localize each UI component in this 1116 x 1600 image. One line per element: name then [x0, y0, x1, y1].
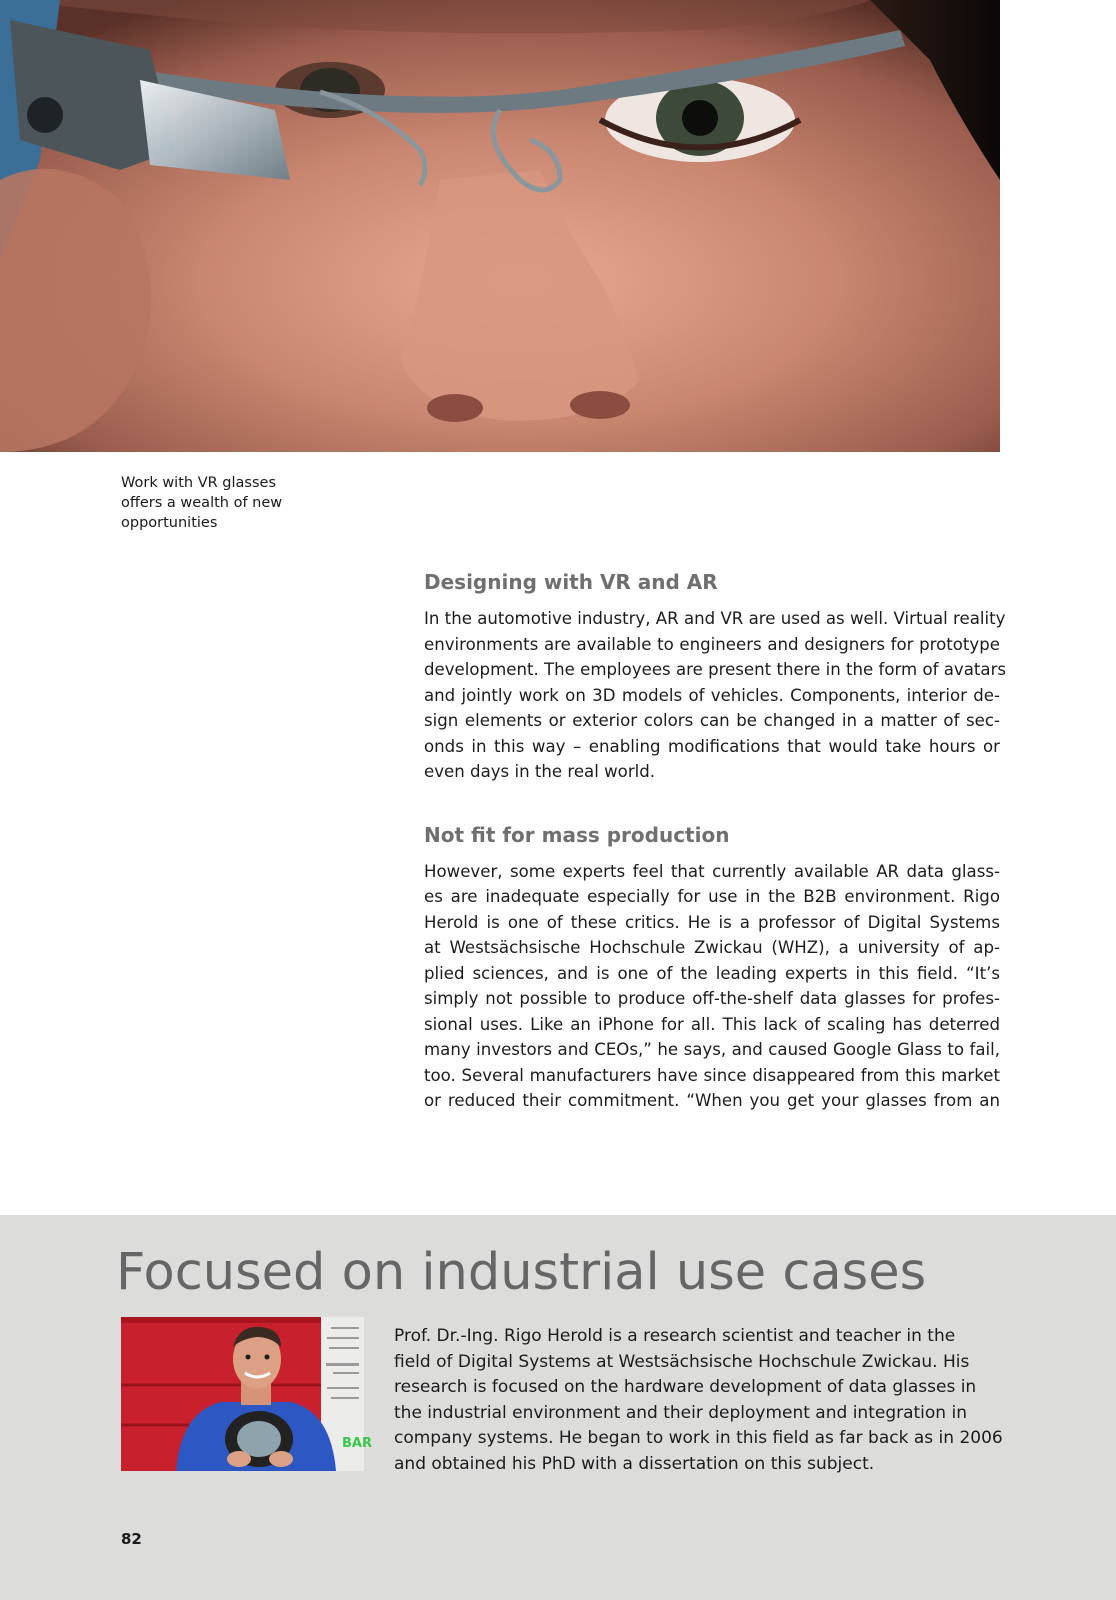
text-line: plied sciences, and is one of the leading experts in this field. “It’s — [424, 963, 1000, 983]
text-line: Herold is one of these critics. He is a professor of Digital Systems — [424, 912, 1000, 932]
section-mass-production — [424, 821, 1000, 1114]
section-paragraph-vr-ar — [424, 606, 1007, 785]
section-heading-mass-production: Not fit for mass production — [424, 822, 730, 847]
portrait-photo-icon — [121, 1317, 372, 1471]
bio-line: field of Digital Systems at Westsächsische Hochschule Zwickau. His — [394, 1351, 970, 1372]
text-line: sional uses. Like an iPhone for all. This lack of scaling has deterred — [424, 1014, 1000, 1034]
text-line: However, some experts feel that currently available AR data glass- — [424, 861, 1000, 881]
profile-box-title: Focused on industrial use cases — [116, 1243, 927, 1302]
text-line: and jointly work on 3D models of vehicles. Components, interior de- — [424, 685, 1000, 705]
text-line: simply not possible to produce off-the-shelf data glasses for profes- — [424, 989, 1000, 1008]
caption-line: opportunities — [121, 515, 218, 531]
bio-line: and obtained his PhD with a dissertation on this subject. — [394, 1453, 875, 1474]
text-line: at Westsächsische Hochschule Zwickau (WHZ), a university of ap- — [424, 938, 1000, 957]
text-line: environments are available to engineers and designers for prototype — [424, 634, 1000, 654]
text-line: too. Several manufacturers have since disappeared from this market — [424, 1065, 1000, 1085]
text-line: many investors and CEOs,” he says, and caused Google Glass to fail, — [424, 1040, 1000, 1059]
hero-photo — [0, 0, 1000, 452]
text-line: even days in the real world. — [424, 762, 656, 781]
text-line: es are inadequate especially for use in the B2B environment. Rigo — [424, 887, 1000, 906]
caption-line: Work with VR glasses — [121, 475, 277, 491]
bio-line: Prof. Dr.-Ing. Rigo Herold is a research scientist and teacher in the — [394, 1326, 956, 1346]
portrait-photo — [121, 1317, 372, 1471]
caption-line: offers a wealth of new — [121, 495, 283, 511]
portrait-sign-text: BAR — [342, 1436, 372, 1451]
section-heading-vr-ar: Designing with VR and AR — [424, 570, 718, 594]
page-number: 82 — [121, 1530, 142, 1548]
text-line: development. The employees are present there in the form of avatars — [424, 660, 1007, 679]
bio-line: research is focused on the hardware development of data glasses in — [394, 1377, 977, 1397]
text-line: or reduced their commitment. “When you get your glasses from an — [424, 1091, 1000, 1110]
bio-line: company systems. He began to work in this field as far back as in 2006 — [394, 1428, 1003, 1448]
person-wearing-data-glasses-photo — [0, 0, 1000, 452]
bio-line: the industrial environment and their deployment and integration in — [394, 1402, 967, 1423]
profile-bio — [394, 1324, 1003, 1477]
section-paragraph-mass-production — [424, 859, 1000, 1114]
text-line: onds in this way – enabling modifications that would take hours or — [424, 736, 1000, 756]
text-line: sign elements or exterior colors can be changed in a matter of sec- — [424, 711, 1000, 730]
text-line: In the automotive industry, AR and VR are used as well. Virtual reality — [424, 609, 1006, 628]
article-column — [424, 568, 1007, 1114]
photo-caption — [121, 473, 291, 533]
